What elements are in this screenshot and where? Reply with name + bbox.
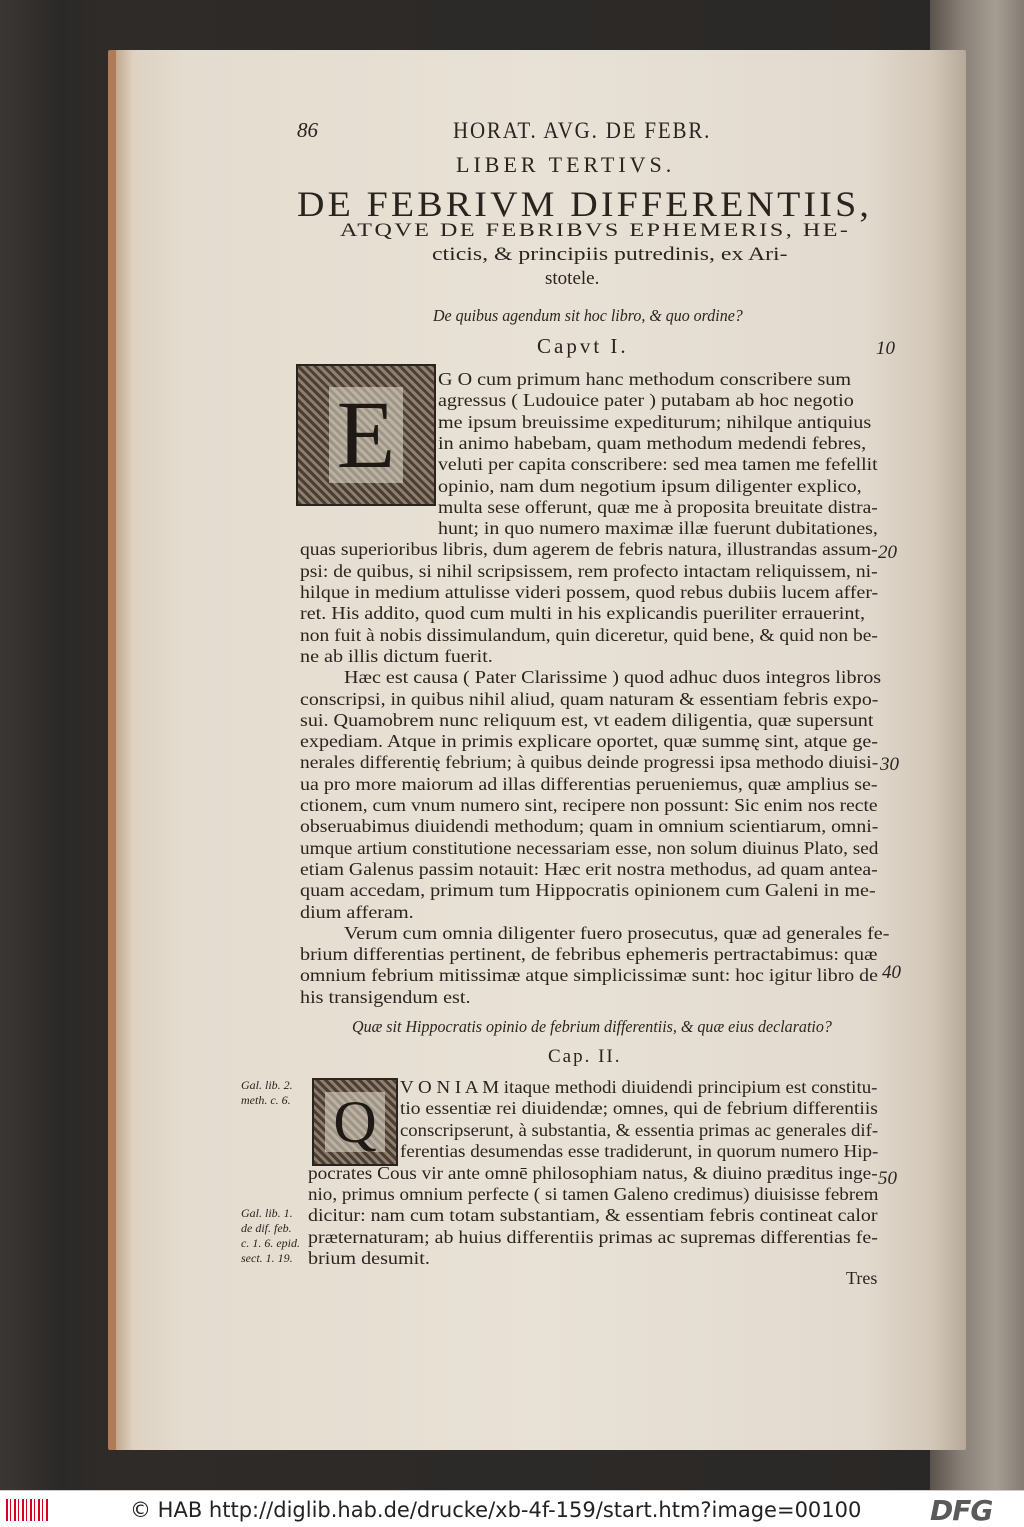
margin-number: 40 xyxy=(882,962,901,983)
text-line: brium desumit. xyxy=(308,1248,430,1269)
text-line: obseruabimus diuidendi methodum; quam in omnium scientiarum, omni- xyxy=(300,816,879,837)
text-line: Verum cum omnia diligenter fuero prosecutus, quæ ad generales fe- xyxy=(344,922,890,943)
gloss-line: Gal. lib. 2. xyxy=(241,1078,293,1092)
chapter1-heading: Capvt I. xyxy=(537,334,629,358)
text-line: quam accedam, primum tum Hippocratis opinionem cum Galeni in me- xyxy=(300,880,876,901)
text-line: ua pro more maiorum ad illas differentias perueniemus, quæ amplius se- xyxy=(300,773,878,794)
catchword: Tres xyxy=(846,1268,878,1288)
text-line: ferentias desumendas esse tradiderunt, in quorum numero Hip- xyxy=(400,1141,879,1162)
text-line: nerales differentię febrium; à quibus deinde progressi ipsa methodo diuisi- xyxy=(300,752,879,773)
text-line: me ipsum breuissime expediturum; nihilque antiquius xyxy=(438,411,872,432)
decorated-initial xyxy=(296,364,436,506)
text-line: dicitur: nam cum totam substantiam, & essentiam febris contineat calor xyxy=(308,1205,878,1226)
hab-logo-icon xyxy=(6,1499,50,1521)
text-line: V O N I A M itaque methodi diuidendi principium est constitu- xyxy=(400,1077,878,1097)
text-line: sui. Quamobrem nunc reliquum est, vt eadem diligentia, quæ supersunt xyxy=(300,709,874,730)
gloss-line: sect. 1. 19. xyxy=(241,1251,293,1265)
chapter1-question: De quibus agendum sit hoc libro, & quo ordine? xyxy=(433,306,743,325)
chapter2-heading: Cap. II. xyxy=(548,1046,622,1067)
text-line: nio, primus omnium perfecte ( si tamen Galeno credimus) diuisisse febrem xyxy=(308,1184,879,1204)
title-line-1: DE FEBRIVM DIFFERENTIIS, xyxy=(297,184,873,224)
text-line: opinio, nam dum negotium ipsum diligenter explico, xyxy=(438,475,862,496)
dfg-logo: DFG xyxy=(930,1494,993,1527)
margin-number: 10 xyxy=(876,338,895,359)
gloss-line: de dif. feb. xyxy=(241,1221,292,1235)
gloss-line: meth. c. 6. xyxy=(241,1093,291,1107)
margin-number: 20 xyxy=(878,542,897,563)
text-line: his transigendum est. xyxy=(300,986,471,1007)
text-line: ctionem, cum vnum numero sint, recipere non possunt: Sic enim nos recte xyxy=(300,795,878,815)
text-line: brium differentias pertinent, de febribus ephemeris pertractabimus: quæ xyxy=(300,944,878,965)
page-number: 86 xyxy=(297,118,318,142)
text-line: hunt; in quo numero maximæ illæ fuerunt dubitationes, xyxy=(438,518,878,539)
margin-number: 50 xyxy=(878,1168,897,1189)
text-line: ne ab illis dictum fuerit. xyxy=(300,645,493,666)
text-line: præternaturam; ab huius differentiis primas ac supremas differentias fe- xyxy=(308,1226,878,1247)
gloss-line: c. 1. 6. epid. xyxy=(241,1236,300,1250)
running-head: HORAT. AVG. DE FEBR. xyxy=(453,118,712,143)
text-line: etiam Galenus passim notauit: Hæc erit nostra methodus, ad quam antea- xyxy=(300,858,878,879)
text-line: hilque in medium attulisse videri possem, quod rebus dubiis lucem affer- xyxy=(300,582,879,602)
text-line: pocrates Cous vir ante omnē philosophiam natus, & diuino præditus inge- xyxy=(308,1162,878,1183)
text-line: conscripsi, in quibus nihil aliud, quam naturam & essentiam febris expo- xyxy=(300,688,879,709)
marginal-gloss xyxy=(241,1206,300,1266)
chapter2-question: Quæ sit Hippocratis opinio de febrium differentiis, & quæ eius declaratio? xyxy=(352,1017,832,1036)
text-line: agressus ( Ludouice pater ) putabam ab hoc negotio xyxy=(438,390,854,411)
book-title: LIBER TERTIVS. xyxy=(456,152,676,177)
text-line: umque artium constitutione necessariam esse, non solum diuinus Plato, sed xyxy=(300,837,879,858)
text-line: non fuit à nobis dissimulandum, quin diceretur, quid bene, & quid non be- xyxy=(300,624,878,645)
marginal-gloss xyxy=(241,1078,293,1108)
text-line: quas superioribus libris, dum agerem de febris natura, illustrandas assum- xyxy=(300,539,878,560)
text-line: omnium febrium mitissimæ atque simplicissimæ sunt: hoc igitur libro de xyxy=(300,965,878,986)
title-line-2: ATQVE DE FEBRIBVS EPHEMERIS, HE- xyxy=(340,220,851,241)
footer-bar xyxy=(0,1490,1024,1527)
title-line-4: stotele. xyxy=(545,268,600,289)
text-line: veluti per capita conscribere: sed mea tamen me fefellit xyxy=(438,454,878,475)
text-line: tio essentiæ rei diuidendæ; omnes, qui de febrium differentiis xyxy=(400,1098,878,1119)
source-link[interactable]: © HAB http://diglib.hab.de/drucke/xb-4f-159/start.htm?image=00100 xyxy=(130,1498,862,1522)
text-line: G O cum primum hanc methodum conscribere sum xyxy=(438,369,852,389)
text-line: conscripserunt, à substantia, & essentia primas ac generales dif- xyxy=(400,1119,879,1140)
initial-letter: E xyxy=(329,387,404,483)
text-line: in animo habebam, quam methodum medendi febres, xyxy=(438,432,867,453)
gloss-line: Gal. lib. 1. xyxy=(241,1206,293,1220)
margin-number: 30 xyxy=(880,754,899,775)
text-line: dium afferam. xyxy=(300,901,414,922)
title-line-3: cticis, & principiis putredinis, ex Ari- xyxy=(432,244,788,265)
text-line: Hæc est causa ( Pater Clarissime ) quod adhuc duos integros libros xyxy=(344,667,882,688)
text-line: ret. His addito, quod cum multi in his explicandis pueriliter errauerint, xyxy=(300,603,866,624)
initial-letter: Q xyxy=(325,1092,384,1152)
text-line: expediam. Atque in primis explicare oportet, quæ summę sint, atque ge- xyxy=(300,731,878,752)
decorated-initial xyxy=(312,1078,398,1166)
text-line: multa sese offerunt, quæ me à proposita breuitate distra- xyxy=(438,496,878,517)
text-line: psi: de quibus, si nihil scripsissem, rem profecto intactam reliquissem, ni- xyxy=(300,560,878,581)
